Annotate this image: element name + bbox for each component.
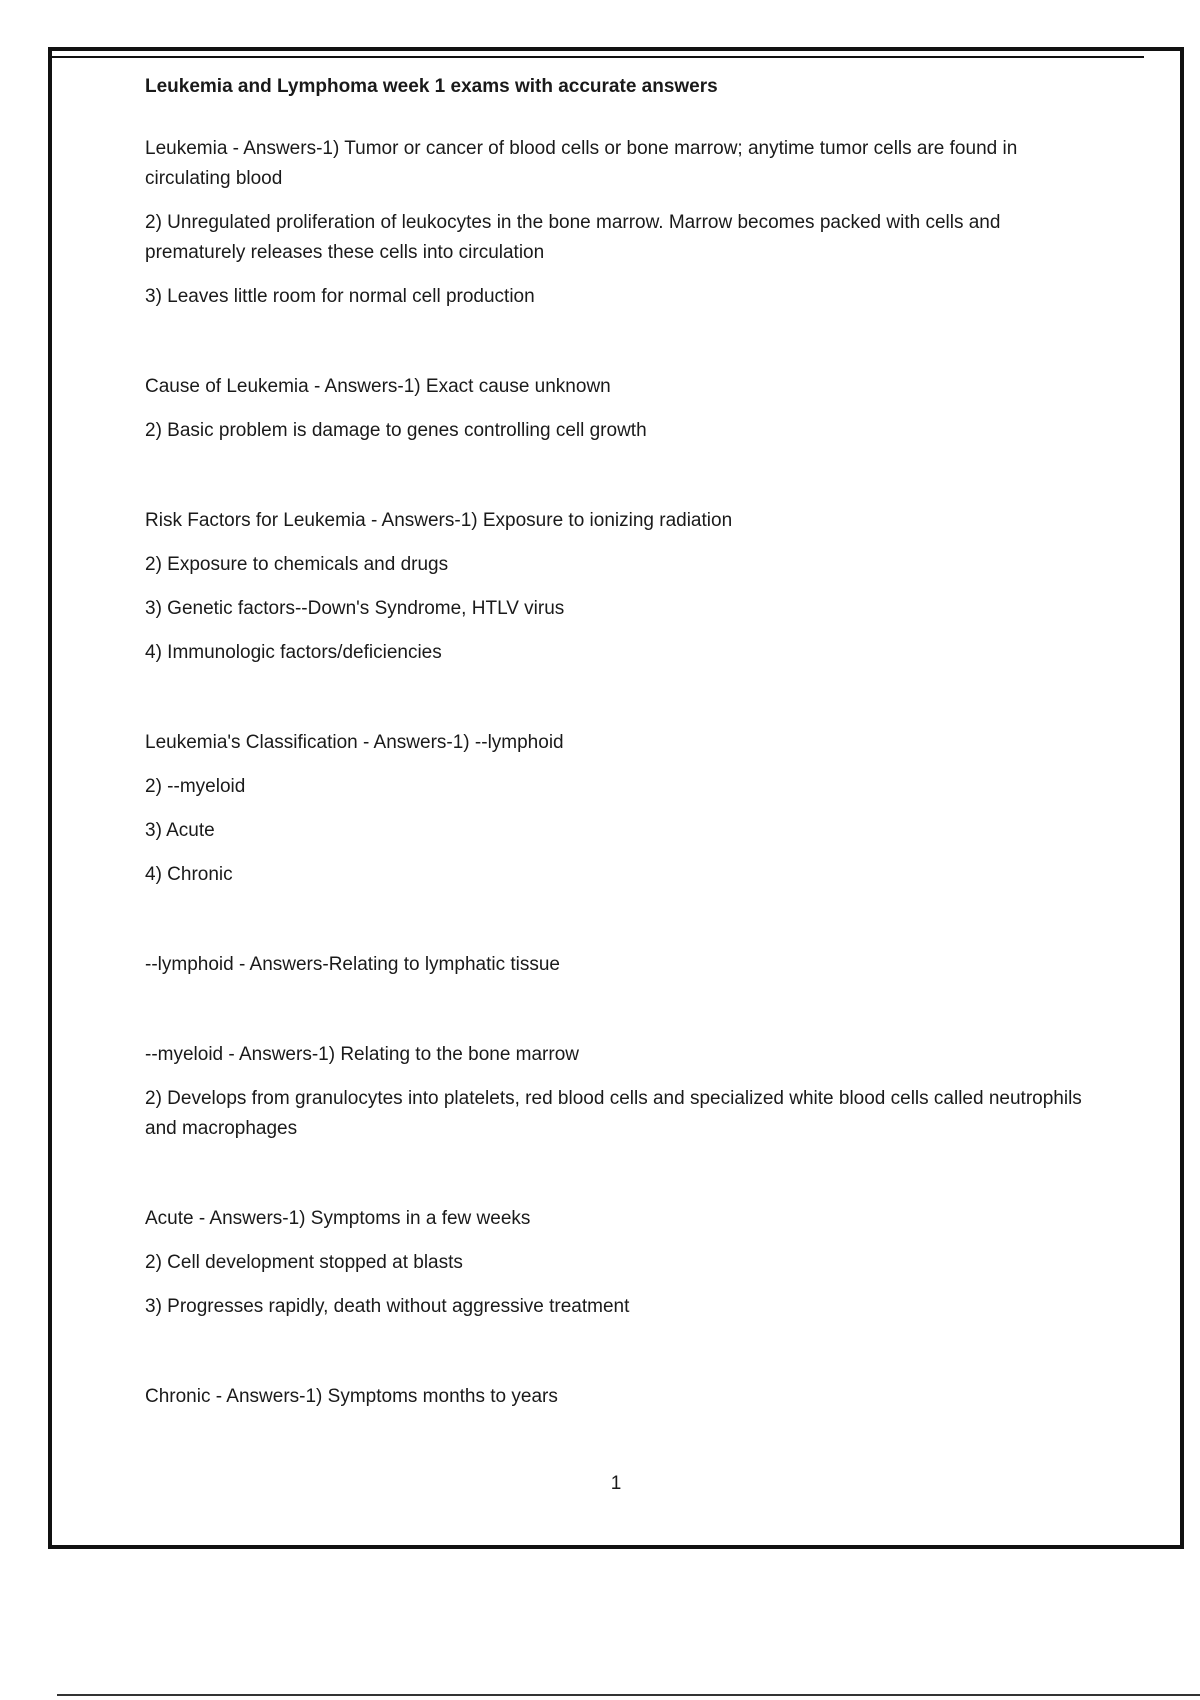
answer-line: 4) Immunologic factors/deficiencies	[145, 642, 442, 663]
qa-classification	[145, 728, 1105, 890]
answer-line: Chronic - Answers-1) Symptoms months to years	[145, 1386, 558, 1407]
answer-line: Risk Factors for Leukemia - Answers-1) Exposure to ionizing radiation	[145, 510, 733, 531]
next-page-rule	[57, 1694, 1200, 1696]
qa-risk-factors	[145, 506, 1105, 668]
answer-line: 3) Acute	[145, 820, 215, 841]
qa-cause-of-leukemia	[145, 372, 1105, 446]
qa-chronic	[145, 1382, 1105, 1412]
answer-line: --myeloid - Answers-1) Relating to the bone marrow	[145, 1044, 580, 1065]
answer-line: Leukemia - Answers-1) Tumor or cancer of blood cells or bone marrow; anytime tumor cells are found in circulating blood	[145, 138, 1018, 189]
answer-line: 2) Exposure to chemicals and drugs	[145, 554, 449, 575]
answer-line: 4) Chronic	[145, 864, 233, 885]
qa-acute	[145, 1204, 1105, 1322]
answer-line: Cause of Leukemia - Answers-1) Exact cause unknown	[145, 376, 611, 397]
page-number: 1	[610, 1473, 622, 1494]
answer-line: 2) Basic problem is damage to genes controlling cell growth	[145, 420, 647, 441]
answer-line: Leukemia's Classification - Answers-1) --lymphoid	[145, 732, 564, 753]
document-body	[145, 72, 1105, 1472]
answer-line: 2) Cell development stopped at blasts	[145, 1252, 463, 1273]
qa-leukemia	[145, 134, 1105, 312]
answer-line: 3) Genetic factors--Down's Syndrome, HTLV virus	[145, 598, 565, 619]
document-title: Leukemia and Lymphoma week 1 exams with accurate answers	[145, 76, 718, 97]
qa-myeloid	[145, 1040, 1105, 1144]
answer-line: 3) Leaves little room for normal cell production	[145, 286, 535, 307]
answer-line: 2) Unregulated proliferation of leukocytes in the bone marrow. Marrow becomes packed with cells and prematurely releases these cells into circulation	[145, 212, 1001, 263]
answer-line: 2) --myeloid	[145, 776, 246, 797]
qa-lymphoid	[145, 950, 1105, 980]
answer-line: 2) Develops from granulocytes into platelets, red blood cells and specialized white blood cells called neutrophils and macrophages	[145, 1088, 1082, 1139]
answer-line: --lymphoid - Answers-Relating to lymphatic tissue	[145, 954, 560, 975]
top-rule	[52, 56, 1144, 58]
answer-line: 3) Progresses rapidly, death without aggressive treatment	[145, 1296, 630, 1317]
answer-line: Acute - Answers-1) Symptoms in a few weeks	[145, 1208, 531, 1229]
